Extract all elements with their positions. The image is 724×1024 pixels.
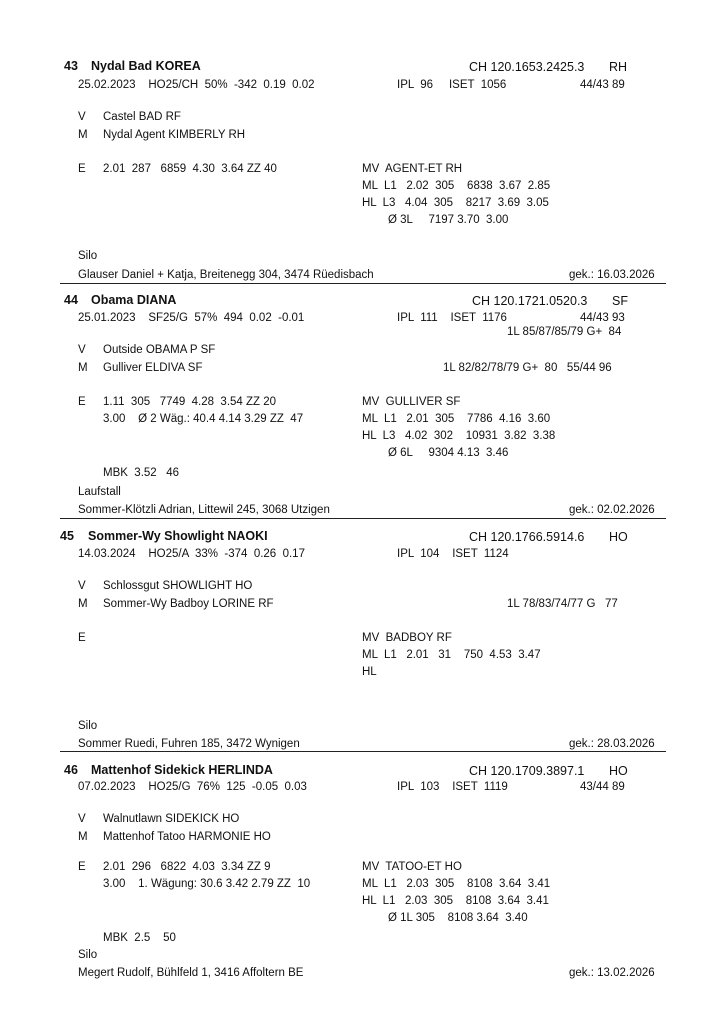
birth-line: 25.02.2023 HO25/CH 50% -342 0.19 0.02 <box>78 79 315 91</box>
animal-id: CH 120.1653.2425.3 <box>469 60 585 74</box>
entry-number: 43 <box>64 59 78 73</box>
birth-line: 25.01.2023 SF25/G 57% 494 0.02 -0.01 <box>78 312 305 324</box>
linear-scores: 1L 85/87/85/79 G+ 84 <box>507 326 622 338</box>
mv-line: MV BADBOY RF <box>362 632 452 644</box>
dam-code: M <box>78 598 88 610</box>
housing: Silo <box>78 250 98 262</box>
entry-divider <box>60 751 666 752</box>
dam-name: Mattenhof Tatoo HARMONIE HO <box>103 831 271 843</box>
entry-number: 45 <box>60 529 74 543</box>
owner-address: Megert Rudolf, Bühlfeld 1, 3416 Affoltern BE <box>78 967 304 979</box>
dam-scores: 1L 78/83/74/77 G 77 <box>507 598 618 610</box>
mv-line: MV TATOO-ET HO <box>362 861 462 873</box>
owner-address: Glauser Daniel + Katja, Breitenegg 304, 3474 Rüedisbach <box>78 269 374 281</box>
housing: Silo <box>78 720 98 732</box>
sire-code: V <box>78 111 86 123</box>
e-line-2: 3.00 1. Wägung: 30.6 3.42 2.79 ZZ 10 <box>103 878 311 890</box>
animal-name: Obama DIANA <box>91 293 177 307</box>
scores: 44/43 93 <box>580 312 625 324</box>
entry-number: 44 <box>64 293 78 307</box>
average-line: Ø 6L 9304 4.13 3.46 <box>388 447 509 459</box>
birth-line: 14.03.2024 HO25/A 33% -374 0.26 0.17 <box>78 548 305 560</box>
hl-line: HL L1 2.03 305 8108 3.64 3.41 <box>362 895 549 907</box>
average-line: Ø 1L 305 8108 3.64 3.40 <box>388 912 528 924</box>
ipl-iset: IPL 111 ISET 1176 <box>397 312 507 324</box>
animal-name: Sommer-Wy Showlight NAOKI <box>88 529 268 543</box>
entry-number: 46 <box>64 763 78 777</box>
ml-line: ML L1 2.01 31 750 4.53 3.47 <box>362 649 541 661</box>
animal-id: CH 120.1766.5914.6 <box>469 530 585 544</box>
breed-code: SF <box>612 294 628 308</box>
sire-code: V <box>78 813 86 825</box>
e-code: E <box>78 861 86 873</box>
e-line-2: 3.00 Ø 2 Wäg.: 40.4 4.14 3.29 ZZ 47 <box>103 413 304 425</box>
ipl-iset: IPL 96 ISET 1056 <box>397 79 507 91</box>
dam-name: Nydal Agent KIMBERLY RH <box>103 129 246 141</box>
dam-scores: 1L 82/82/78/79 G+ 80 55/44 96 <box>443 362 612 374</box>
gek-date: gek.: 02.02.2026 <box>569 504 655 516</box>
housing: Laufstall <box>78 486 121 498</box>
gek-date: gek.: 16.03.2026 <box>569 269 655 281</box>
housing: Silo <box>78 949 98 961</box>
e-line-1: 2.01 287 6859 4.30 3.64 ZZ 40 <box>103 163 277 175</box>
animal-name: Nydal Bad KOREA <box>91 59 201 73</box>
average-line: Ø 3L 7197 3.70 3.00 <box>388 214 509 226</box>
ml-line: ML L1 2.02 305 6838 3.67 2.85 <box>362 180 551 192</box>
breed-code: RH <box>609 60 628 74</box>
e-code: E <box>78 396 86 408</box>
mv-line: MV AGENT-ET RH <box>362 163 463 175</box>
mbk-line: MBK 2.5 50 <box>103 932 176 944</box>
ml-line: ML L1 2.03 305 8108 3.64 3.41 <box>362 878 551 890</box>
owner-address: Sommer-Klötzli Adrian, Littewil 245, 3068 Utzigen <box>78 504 330 516</box>
ipl-iset: IPL 104 ISET 1124 <box>397 548 509 560</box>
e-code: E <box>78 163 86 175</box>
mv-line: MV GULLIVER SF <box>362 396 461 408</box>
scores: 43/44 89 <box>580 781 625 793</box>
sire-code: V <box>78 580 86 592</box>
animal-id: CH 120.1709.3897.1 <box>469 764 585 778</box>
sire-name: Castel BAD RF <box>103 111 181 123</box>
sire-name: Schlossgut SHOWLIGHT HO <box>103 580 253 592</box>
dam-code: M <box>78 831 88 843</box>
entry-divider <box>60 283 666 284</box>
owner-address: Sommer Ruedi, Fuhren 185, 3472 Wynigen <box>78 738 300 750</box>
hl-line: HL L3 4.04 305 8217 3.69 3.05 <box>362 197 549 209</box>
e-line-1: 1.11 305 7749 4.28 3.54 ZZ 20 <box>103 396 277 408</box>
scores: 44/43 89 <box>580 79 625 91</box>
gek-date: gek.: 13.02.2026 <box>569 967 655 979</box>
ipl-iset: IPL 103 ISET 1119 <box>397 781 508 793</box>
ml-line: ML L1 2.01 305 7786 4.16 3.60 <box>362 413 551 425</box>
entry-divider <box>60 518 666 519</box>
breed-code: HO <box>609 530 628 544</box>
hl-line: HL L3 4.02 302 10931 3.82 3.38 <box>362 430 556 442</box>
birth-line: 07.02.2023 HO25/G 76% 125 -0.05 0.03 <box>78 781 307 793</box>
breed-code: HO <box>609 764 628 778</box>
dam-code: M <box>78 129 88 141</box>
hl-line: HL <box>362 666 377 678</box>
dam-name: Sommer-Wy Badboy LORINE RF <box>103 598 274 610</box>
sire-name: Walnutlawn SIDEKICK HO <box>103 813 240 825</box>
mbk-line: MBK 3.52 46 <box>103 467 180 479</box>
animal-name: Mattenhof Sidekick HERLINDA <box>91 763 273 777</box>
e-code: E <box>78 632 86 644</box>
dam-code: M <box>78 362 88 374</box>
gek-date: gek.: 28.03.2026 <box>569 738 655 750</box>
e-line-1: 2.01 296 6822 4.03 3.34 ZZ 9 <box>103 861 271 873</box>
dam-name: Gulliver ELDIVA SF <box>103 362 203 374</box>
sire-name: Outside OBAMA P SF <box>103 344 216 356</box>
sire-code: V <box>78 344 86 356</box>
animal-id: CH 120.1721.0520.3 <box>472 294 588 308</box>
